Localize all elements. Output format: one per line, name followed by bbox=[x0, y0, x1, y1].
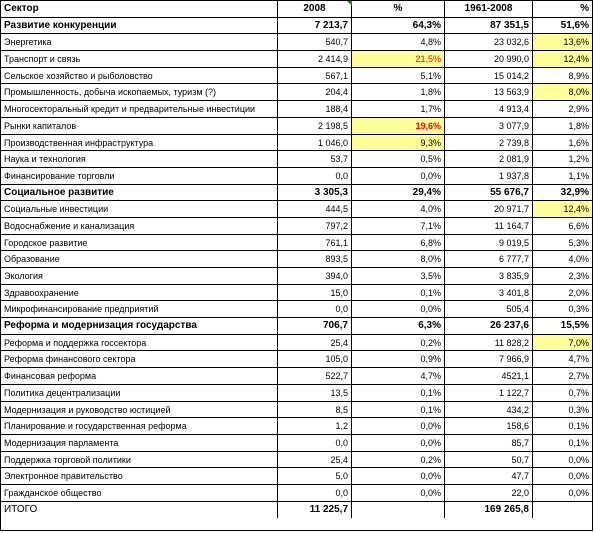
pct-2008-cell[interactable]: 64,3% bbox=[352, 18, 445, 34]
value-2008-cell[interactable]: 5,0 bbox=[278, 468, 352, 484]
pct-total-cell[interactable]: 4,7% bbox=[568, 354, 589, 365]
pct-total-cell[interactable]: 0,3% bbox=[568, 404, 589, 415]
table-row bbox=[1, 168, 592, 185]
pct-total-cell[interactable]: 8,0% bbox=[533, 84, 592, 100]
value-2008-cell[interactable]: 540,7 bbox=[278, 34, 352, 50]
value-total-cell[interactable]: 1 122,7 bbox=[445, 385, 533, 401]
value-total-cell[interactable]: 15 014,2 bbox=[445, 68, 533, 84]
value-total-cell[interactable]: 505,4 bbox=[445, 301, 533, 317]
value-2008-cell[interactable]: 7 213,7 bbox=[278, 18, 352, 34]
pct-total-cell[interactable]: 12,4% bbox=[533, 201, 592, 217]
pct-2008-cell[interactable]: 0,2% bbox=[352, 452, 445, 468]
sector-cell[interactable]: Социальное развитие bbox=[1, 185, 278, 201]
value-total-cell[interactable]: 9 019,5 bbox=[445, 235, 533, 251]
pct-total-cell[interactable]: 12,4% bbox=[533, 51, 592, 67]
value-total-cell[interactable]: 13 563,9 bbox=[445, 84, 533, 100]
cell-comment-marker-icon bbox=[347, 1, 352, 6]
value-total-cell[interactable]: 4521,1 bbox=[445, 368, 533, 384]
pct-2008-cell[interactable]: 1,7% bbox=[352, 101, 445, 117]
value-2008-cell[interactable]: 2 414,9 bbox=[278, 51, 352, 67]
pct-2008-cell[interactable]: 8,0% bbox=[352, 251, 445, 267]
sector-cell[interactable]: ИТОГО bbox=[1, 502, 278, 519]
sector-cell[interactable]: Рынки капиталов bbox=[1, 118, 278, 134]
table-row bbox=[1, 34, 592, 51]
pct-2008-cell[interactable]: 1,8% bbox=[352, 84, 445, 100]
pct-2008-cell[interactable]: 0,0% bbox=[352, 485, 445, 501]
sector-cell[interactable]: Финансирование торговли bbox=[1, 168, 278, 184]
table-body bbox=[1, 18, 592, 519]
value-2008-cell[interactable]: 11 225,7 bbox=[278, 502, 352, 519]
value-2008-cell[interactable]: 893,5 bbox=[278, 251, 352, 267]
pct-2008-cell[interactable]: 0,9% bbox=[352, 351, 445, 367]
pct-2008-cell[interactable]: 7,1% bbox=[352, 218, 445, 234]
pct-total-cell[interactable]: 1,2% bbox=[568, 154, 589, 165]
value-2008-cell[interactable]: 0,0 bbox=[278, 485, 352, 501]
sector-cell[interactable]: Наука и технология bbox=[1, 151, 278, 167]
table-row bbox=[1, 251, 592, 268]
pct-2008-cell[interactable]: 5,1% bbox=[352, 68, 445, 84]
sector-cell[interactable]: Экология bbox=[1, 268, 278, 284]
table-row bbox=[1, 268, 592, 285]
pct-2008-cell[interactable]: 0,0% bbox=[352, 468, 445, 484]
pct-total-cell[interactable]: 8,9% bbox=[568, 70, 589, 81]
table-row bbox=[1, 301, 592, 318]
sector-cell[interactable]: Модернизация парламента bbox=[1, 435, 278, 451]
value-2008-cell[interactable]: 53,7 bbox=[278, 151, 352, 167]
table-row bbox=[1, 402, 592, 419]
value-total-cell[interactable]: 11 164,7 bbox=[445, 218, 533, 234]
pct-total-cell[interactable]: 4,0% bbox=[568, 254, 589, 265]
value-2008-cell[interactable]: 1,2 bbox=[278, 418, 352, 434]
section-row bbox=[1, 185, 592, 202]
sector-cell[interactable]: Промышленность, добыча ископаемых, туризм (?) bbox=[1, 84, 278, 100]
value-total-cell[interactable]: 2 739,8 bbox=[445, 135, 533, 151]
pct-2008-cell[interactable]: 3,5% bbox=[352, 268, 445, 284]
header-pct-2008[interactable]: % bbox=[352, 1, 445, 17]
table-row bbox=[1, 135, 592, 152]
value-total-cell[interactable]: 22,0 bbox=[445, 485, 533, 501]
value-2008-cell[interactable]: 8,5 bbox=[278, 402, 352, 418]
pct-2008-cell[interactable] bbox=[352, 502, 445, 519]
table-row bbox=[1, 385, 592, 402]
value-2008-cell[interactable]: 761,1 bbox=[278, 235, 352, 251]
sector-cell[interactable]: Реформа финансового сектора bbox=[1, 351, 278, 367]
table-row bbox=[1, 285, 592, 302]
header-pct-total[interactable]: % bbox=[580, 3, 589, 14]
value-total-cell[interactable]: 55 676,7 bbox=[445, 185, 533, 201]
value-total-cell[interactable]: 1 937,8 bbox=[445, 168, 533, 184]
pct-2008-cell[interactable]: 9,3% bbox=[352, 135, 445, 151]
value-total-cell[interactable]: 7 966,9 bbox=[445, 351, 533, 367]
value-2008-cell[interactable]: 2 198,5 bbox=[278, 118, 352, 134]
value-2008-cell[interactable]: 188,4 bbox=[278, 101, 352, 117]
value-2008-cell[interactable]: 204,4 bbox=[278, 84, 352, 100]
pct-2008-cell[interactable]: 0,2% bbox=[352, 335, 445, 351]
value-total-cell[interactable]: 6 777,7 bbox=[445, 251, 533, 267]
pct-2008-cell[interactable]: 0,0% bbox=[352, 301, 445, 317]
value-total-cell[interactable]: 11 828,2 bbox=[445, 335, 533, 351]
value-total-cell[interactable]: 434,2 bbox=[445, 402, 533, 418]
value-2008-cell[interactable]: 706,7 bbox=[278, 318, 352, 334]
pct-2008-cell[interactable]: 0,0% bbox=[352, 435, 445, 451]
pct-2008-cell[interactable]: 0,1% bbox=[352, 385, 445, 401]
sector-cell[interactable]: Энергетика bbox=[1, 34, 278, 50]
value-total-cell[interactable]: 3 401,8 bbox=[445, 285, 533, 301]
value-total-cell[interactable]: 3 835,9 bbox=[445, 268, 533, 284]
pct-2008-cell[interactable]: 29,4% bbox=[352, 185, 445, 201]
total-row bbox=[1, 502, 592, 519]
sector-cell[interactable]: Городское развитие bbox=[1, 235, 278, 251]
pct-2008-cell[interactable]: 4,7% bbox=[352, 368, 445, 384]
value-total-cell[interactable]: 158,6 bbox=[445, 418, 533, 434]
table-row bbox=[1, 452, 592, 469]
value-2008-cell[interactable]: 0,0 bbox=[278, 435, 352, 451]
table-row bbox=[1, 335, 592, 352]
value-2008-cell[interactable]: 394,0 bbox=[278, 268, 352, 284]
value-2008-cell[interactable]: 3 305,3 bbox=[278, 185, 352, 201]
pct-total-cell[interactable]: 0,0% bbox=[568, 487, 589, 498]
pct-total-cell[interactable]: 0,3% bbox=[568, 304, 589, 315]
pct-total-cell[interactable]: 2,7% bbox=[568, 371, 589, 382]
section-row bbox=[1, 18, 592, 35]
table-row bbox=[1, 235, 592, 252]
section-row bbox=[1, 318, 592, 335]
pct-total-cell[interactable]: 51,6% bbox=[560, 19, 589, 31]
value-2008-cell[interactable]: 444,5 bbox=[278, 201, 352, 217]
table-row bbox=[1, 435, 592, 452]
pct-total-cell[interactable]: 0,0% bbox=[568, 471, 589, 482]
table-row bbox=[1, 418, 592, 435]
sector-cell[interactable]: Сельское хозяйство и рыболовство bbox=[1, 68, 278, 84]
table-row bbox=[1, 218, 592, 235]
pct-total-cell[interactable]: 0,1% bbox=[568, 437, 589, 448]
table-row bbox=[1, 468, 592, 485]
pct-total-cell[interactable]: 1,8% bbox=[568, 120, 589, 131]
value-total-cell[interactable]: 4 913,4 bbox=[445, 101, 533, 117]
sector-cell[interactable]: Модернизация и руководство юстицией bbox=[1, 402, 278, 418]
pct-2008-cell[interactable]: 0,1% bbox=[352, 402, 445, 418]
pct-2008-cell[interactable]: 0,5% bbox=[352, 151, 445, 167]
pct-2008-cell[interactable]: 6,8% bbox=[352, 235, 445, 251]
pct-total-cell[interactable]: 13,6% bbox=[533, 34, 592, 50]
table-row bbox=[1, 368, 592, 385]
pct-total-cell[interactable]: 1,1% bbox=[568, 170, 589, 181]
value-total-cell[interactable]: 3 077,9 bbox=[445, 118, 533, 134]
sector-cell[interactable]: Микрофинансирование предприятий bbox=[1, 301, 278, 317]
sector-cell[interactable]: Поддержка торговой политики bbox=[1, 452, 278, 468]
sector-cell[interactable]: Финансовая реформа bbox=[1, 368, 278, 384]
value-2008-cell[interactable]: 797,2 bbox=[278, 218, 352, 234]
sector-cell[interactable]: Планирование и государственная реформа bbox=[1, 418, 278, 434]
pct-total-cell[interactable]: 2,3% bbox=[568, 271, 589, 281]
value-total-cell[interactable]: 169 265,8 bbox=[445, 502, 533, 519]
value-total-cell[interactable]: 50,7 bbox=[445, 452, 533, 468]
value-2008-cell[interactable]: 13,5 bbox=[278, 385, 352, 401]
pct-total-cell[interactable]: 2,0% bbox=[568, 287, 589, 298]
value-2008-cell[interactable]: 522,7 bbox=[278, 368, 352, 384]
value-total-cell[interactable]: 26 237,6 bbox=[445, 318, 533, 334]
sector-cell[interactable]: Развитие конкуренции bbox=[1, 18, 278, 34]
pct-total-cell[interactable]: 0,7% bbox=[568, 387, 589, 398]
value-2008-cell[interactable]: 25,4 bbox=[278, 452, 352, 468]
value-2008-cell[interactable]: 0,0 bbox=[278, 301, 352, 317]
value-total-cell[interactable]: 87 351,5 bbox=[445, 18, 533, 34]
sector-cell[interactable]: Социальные инвестиции bbox=[1, 201, 278, 217]
header-sector[interactable]: Сектор bbox=[1, 1, 278, 17]
header-2008[interactable]: 2008 bbox=[278, 1, 352, 17]
value-total-cell[interactable]: 20 971,7 bbox=[445, 201, 533, 217]
value-total-cell[interactable]: 20 990,0 bbox=[445, 51, 533, 67]
sector-cell[interactable]: Реформа и поддержка госсектора bbox=[1, 335, 278, 351]
pct-total-cell[interactable]: 0,1% bbox=[568, 421, 589, 432]
table-row bbox=[1, 201, 592, 218]
sector-cell[interactable]: Реформа и модернизация государства bbox=[1, 318, 278, 334]
pct-total-cell[interactable]: 32,9% bbox=[560, 186, 589, 198]
sector-cell[interactable]: Здравоохранение bbox=[1, 285, 278, 301]
pct-2008-cell[interactable]: 4,8% bbox=[352, 34, 445, 50]
value-2008-cell[interactable]: 0,0 bbox=[278, 168, 352, 184]
pct-2008-cell[interactable]: 0,0% bbox=[352, 168, 445, 184]
pct-2008-cell[interactable]: 21,5% bbox=[352, 51, 445, 67]
table-row bbox=[1, 351, 592, 368]
table-row bbox=[1, 84, 592, 101]
value-total-cell[interactable]: 47,7 bbox=[445, 468, 533, 484]
pct-2008-cell[interactable]: 0,0% bbox=[352, 418, 445, 434]
table-row bbox=[1, 51, 592, 68]
table-row bbox=[1, 151, 592, 168]
value-total-cell[interactable]: 2 081,9 bbox=[445, 151, 533, 167]
value-2008-cell[interactable]: 1 046,0 bbox=[278, 135, 352, 151]
pct-2008-cell[interactable]: 0,1% bbox=[352, 285, 445, 301]
pct-2008-cell[interactable]: 6,3% bbox=[352, 318, 445, 334]
value-total-cell[interactable]: 85,7 bbox=[445, 435, 533, 451]
value-2008-cell[interactable]: 15,0 bbox=[278, 285, 352, 301]
sector-cell[interactable]: Гражданское общество bbox=[1, 485, 278, 501]
sector-cell[interactable]: Водоснабжение и канализация bbox=[1, 218, 278, 234]
value-2008-cell[interactable]: 25,4 bbox=[278, 335, 352, 351]
pct-total-cell[interactable]: 5,3% bbox=[568, 237, 589, 248]
pct-total-cell[interactable] bbox=[533, 502, 592, 519]
value-2008-cell[interactable]: 105,0 bbox=[278, 351, 352, 367]
pct-total-cell[interactable]: 1,6% bbox=[568, 137, 589, 148]
pct-2008-cell[interactable]: 4,0% bbox=[352, 201, 445, 217]
table-row bbox=[1, 68, 592, 85]
pct-total-cell[interactable]: 2,9% bbox=[568, 104, 589, 115]
sector-cell[interactable]: Транспорт и связь bbox=[1, 51, 278, 67]
pct-2008-cell[interactable]: 19,6% bbox=[352, 118, 445, 134]
value-2008-cell[interactable]: 567,1 bbox=[278, 68, 352, 84]
pct-total-cell[interactable]: 15,5% bbox=[560, 320, 589, 332]
value-total-cell[interactable]: 23 032,6 bbox=[445, 34, 533, 50]
table-row bbox=[1, 485, 592, 502]
sector-cell[interactable]: Политика децентрализации bbox=[1, 385, 278, 401]
sector-cell[interactable]: Образование bbox=[1, 251, 278, 267]
header-row bbox=[1, 1, 592, 18]
pct-total-cell[interactable]: 7,0% bbox=[533, 335, 592, 351]
sector-cell[interactable]: Многосекторальный кредит и предварительные инвестиции bbox=[1, 101, 278, 117]
header-1961-2008[interactable]: 1961-2008 bbox=[445, 1, 533, 17]
sector-cell[interactable]: Производственная инфраструктура bbox=[1, 135, 278, 151]
pct-total-cell[interactable]: 6,6% bbox=[568, 220, 589, 231]
pct-total-cell[interactable]: 0,0% bbox=[568, 454, 589, 465]
table-row bbox=[1, 101, 592, 118]
sector-cell[interactable]: Электронное правительство bbox=[1, 468, 278, 484]
table-row bbox=[1, 118, 592, 135]
